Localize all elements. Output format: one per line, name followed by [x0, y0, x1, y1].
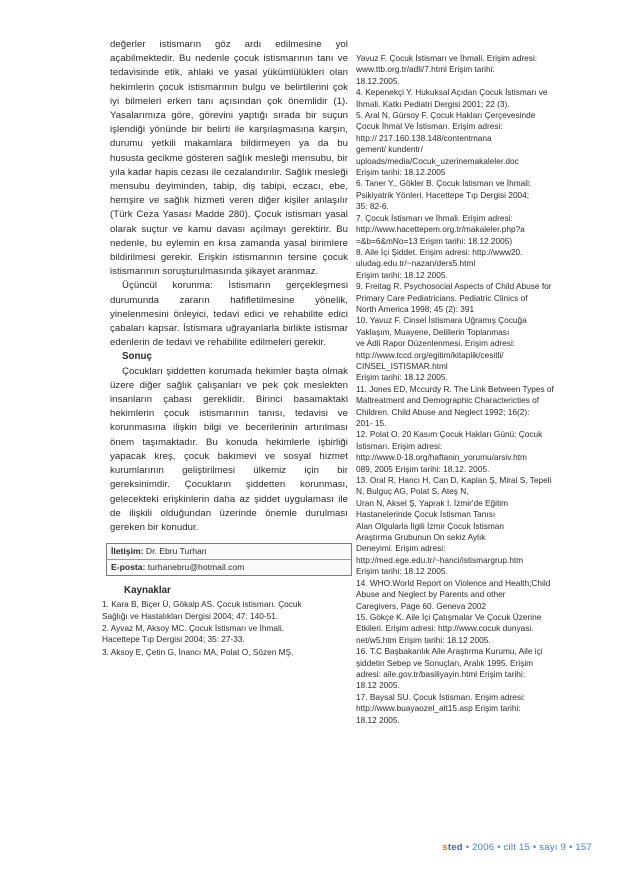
- reference-line: Maltreatment and Demographic Charactericties of: [356, 395, 540, 406]
- reference-line: net/w5.htm Erişim tarihi: 18.12 2005.: [356, 634, 491, 645]
- contact-name: Dr. Ebru Turhan: [145, 546, 207, 557]
- reference-line: Primary Care Pediatricians. Pediatric Clinics of: [356, 292, 528, 303]
- left-column: [102, 38, 348, 659]
- reference-item: [356, 213, 592, 247]
- email-address[interactable]: turhanebru@hotmail.com: [147, 562, 245, 573]
- reference-item: [356, 178, 592, 212]
- reference-line: şiddetin Sebep ve Sonuçları, Aralık 1995. Erişim: [356, 657, 534, 668]
- reference-line: Deneyimi. Erişim adresi:: [356, 543, 446, 554]
- reference-line: İstismarı. Erişim adresi:: [356, 440, 443, 451]
- reference-item: [356, 646, 592, 692]
- reference-line: Hacettepe Tıp Dergisi 2004; 35: 27-33.: [102, 634, 245, 645]
- reference-line: Psikiyatrik Yönleri. Hacettepe Tıp Dergisi 2004;: [356, 189, 530, 200]
- email-row: [107, 559, 351, 575]
- references-heading: Kaynaklar: [124, 585, 171, 597]
- reference-line: http://www.buayaozel_alt15.asp Erişim tarihi:: [356, 703, 521, 714]
- reference-line: N, Bulguç AG, Polat S, Ateş N,: [356, 486, 469, 497]
- issue-info: • 2006 • cilt 15 • sayı 9 • 157: [462, 842, 592, 853]
- conclusion-heading: Sonuç: [122, 351, 152, 363]
- reference-line: Yavuz F. Çocuk İstismarı ve İhmali. Erişim adresi:: [356, 53, 538, 63]
- reference-line: 2. Ayvaz M, Aksoy MC. Çocuk İstismarı ve İhmali.: [102, 622, 284, 633]
- reference-line: 4. Kepenekçi Y. Hukuksal Açıdan Çocuk İstismarı ve: [356, 87, 548, 98]
- reference-line: =&b=6&mNo=13 Erişim tarihi: 18.12.2005): [356, 235, 513, 246]
- reference-line: 12. Polat O. 20 Kasım Çocuk Hakları Günü: Çocuk: [356, 429, 543, 440]
- reference-line: İhmali. Katkı Pediatri Dergisi 2001; 22 (3).: [356, 98, 510, 109]
- conclusion-paragraph: Çocukları şiddetten korumada hekimler başta olmak üzere diğer sağlık çalışanları ve pek çok meslekten insanların çabası gereklidir. Birinci basamaktaki hekimlerin çocuk istismarının tanısı, tedavisi ve korunmasına ilişkin bilgi ve becerilerinin artırılması önem taşımaktadır. Bu konuda hekimlerle işbirliği yapacak kreş, çocuk bakımevi ve sosyal hizmet kurumlarının geliştirilmesi ülkemiz için bir gereksinimdir. Çocukların şiddetten korunması, gelecekteki erişkinlerin daha az şiddet uygulaması ile de ilişkili olduğundan üzerinde önemle durulması gereken bir konudur.: [110, 365, 348, 533]
- reference-item: [356, 281, 592, 315]
- right-column: [356, 53, 592, 726]
- reference-line: Abuse and Neglect by Parents and other: [356, 589, 506, 600]
- reference-item: [356, 247, 592, 281]
- reference-item: [356, 384, 592, 430]
- reference-line: 14. WHO.World Report on Violence and Health;Child: [356, 577, 551, 588]
- reference-line: http://www.hacettepem.org.tr/makaleler.php?a: [356, 224, 525, 235]
- reference-line: 13. Oral R, Hancı H, Can D, Kaplan Ş, Miral S, Tepeli: [356, 475, 552, 486]
- reference-line: http://www.0-18.org/haftanin_yorumu/arsiv.htm: [356, 452, 527, 463]
- reference-line: Hastanelerinde Çocuk İstisman Tanısı: [356, 509, 496, 520]
- reference-line: http:// 217.160.138.148/contentmana: [356, 132, 492, 143]
- reference-line: uploads/media/Cocuk_uzerinemakaleler.doc: [356, 155, 519, 166]
- reference-item: [356, 612, 592, 646]
- reference-line: 1. Kara B, Biçer Ü, Gökalp AS. Çocuk istismarı. Çocuk: [102, 599, 302, 610]
- reference-line: Erişim tarihi: 18.12 2005.: [356, 269, 448, 280]
- reference-item: [356, 315, 592, 338]
- reference-line: 17. Baysal SU. Çocuk İstismarı. Erişim adresi:: [356, 691, 526, 702]
- reference-line: 18.12 2005.: [356, 680, 400, 691]
- reference-line: 16. T.C Başbakanlık Aile Araştırma Kurumu, Aile içi: [356, 646, 543, 657]
- email-label: E-posta:: [111, 562, 146, 573]
- reference-line: http://med.ege.edu.tr/~hanci/istismargrup.htm: [356, 554, 524, 565]
- references-list-right: [356, 53, 592, 726]
- reference-line: CINSEL_ISTISMAR.html: [356, 360, 448, 371]
- reference-line: adresi: aile.gov.tr/basiliyayin.html Erişim tarihi:: [356, 668, 526, 679]
- reference-line: uludag.edu.tr/~nazan/ders5.html: [356, 258, 476, 269]
- body-paragraph: Üçüncül korunma: İstismarın gerçekleşmesi durumunda zararın hafifletilmesine yönelik, yinelenmesini önleyici, tedavi edici ve rehabilite edici çabaları kapsar. İstismara uğrayanlarla birlikte istismar edenlerin de tedavi ve rehabilite edilmeleri gerekir.: [110, 280, 348, 349]
- body-paragraph: değerler istismarın göz ardı edilmesine yol açabilmektedir. Bu nedenle çocuk istismarının tanı ve tedavisinde etik, ahlaki ve yasal yükümlülükleri olan hekimlerin çocuk istismarının bulgu ve belirtilerini çok iyi bilmeleri erken tanı açısından çok önemlidir (1). Yasalarımıza göre, görevini yaptığı sırada bir suçun işlendiği yönünde bir belirti ile karşılaşmasına karşın, durumu yetkili makamlara bildirmeyen ya da bu hususta gecikme gösteren sağlık mesleği mensubu, bir yıla kadar hapis cezası ile cezalandırılır. Sağlık mesleği mensubu deyiminden, tabip, diş tabipi, eczacı, ebe, hemşire ve sağlık hizmeti veren diğer kişiler anlaşılır (Türk Ceza Yasası Madde 280). Çocuk istismarı yasal olarak suçtur ve kamu davası açılmayı gerektirir. Bu nedenle, bu eylemin en kısa zamanda yasal birimlere bildirilmesi gerekir. Erişkin istismarının tersine çocuk istismarının soruşturulmasında şikayet aranmaz.: [110, 39, 348, 278]
- reference-item: [356, 53, 592, 87]
- references-list-left: [102, 599, 348, 658]
- reference-line: 18.12.2005.: [356, 75, 400, 86]
- journal-logo: sted: [442, 842, 463, 853]
- contact-box: [106, 543, 352, 576]
- reference-item: [356, 692, 592, 726]
- reference-item: [356, 87, 592, 110]
- reference-line: Children. Child Abuse and Neglect 1992; 16(2):: [356, 406, 530, 417]
- reference-line: Alan Olgularla İlgili İzmir Çocuk İstisman: [356, 520, 505, 531]
- reference-line: Çocuk İhmal Ve İstismarı. Erişim adresi:: [356, 121, 503, 132]
- reference-line: North America 1998; 45 (2): 391: [356, 303, 475, 314]
- reference-line: Araştırma Grubunun On sekiz Aylık: [356, 532, 486, 543]
- reference-line: 10. Yavuz F. Cinsel İstismara Uğramış Çocuğa: [356, 315, 527, 326]
- reference-line: 18.12 2005.: [356, 714, 400, 725]
- contact-label: İletişim:: [111, 546, 144, 557]
- reference-line: 9. Freitag R. Psychosocial Aspects of Child Abuse for: [356, 281, 552, 292]
- reference-line: Sağlığı ve Hastalıkları Dergisi 2004; 47: 140-51.: [102, 610, 279, 621]
- reference-line: 5. Aral N, Gürsoy F. Çocuk Hakları Çerçevesinde: [356, 110, 536, 121]
- reference-line: 6. Taner Y., Gökler B. Çocuk İstismarı ve İhmali:: [356, 178, 532, 189]
- reference-line: http://www.tccd.org/egitim/kitaplik/cesitli/: [356, 349, 504, 360]
- reference-line: Erişim tarihi: 18.12.2005: [356, 167, 446, 178]
- reference-line: Erişim tarihi: 18.12 2005.: [356, 372, 448, 383]
- reference-line: www.ttb.org.tr/adli/7.html Erişim tarihi:: [356, 64, 495, 75]
- reference-item: [102, 623, 348, 646]
- reference-item: [356, 475, 592, 578]
- reference-item: [356, 578, 592, 612]
- reference-item: [356, 429, 592, 475]
- reference-line: 11. Jones ED, Mccurdy R. The Link Between Types of: [356, 383, 554, 394]
- reference-line: 35: 82-6.: [356, 201, 389, 212]
- reference-line: Yaklaşım, Muayene, Delillerin Toplanması: [356, 326, 510, 337]
- reference-item: [102, 599, 348, 622]
- reference-line: 15. Gökçe K. Aile İçi Çatışmalar Ve Çocuk Üzerine: [356, 611, 542, 622]
- reference-line: Etkileri. Erişim adresi: http://www.cocuk dunyasi.: [356, 623, 534, 634]
- reference-line: 201- 15.: [356, 418, 387, 428]
- reference-line: Uran N, Aksel Ş, Yaprak I. İzmir'de Eğitim: [356, 497, 509, 508]
- reference-line: 3. Aksoy E, Çetin G, İnancı MA, Polat O, Sözen MŞ,: [102, 646, 294, 657]
- reference-line: Erişim tarihi: 18.12 2005.: [356, 566, 448, 577]
- page-footer: [442, 842, 592, 853]
- reference-line: 089, 2005 Erişim tarihi: 18.12. 2005.: [356, 463, 490, 474]
- contact-row: [107, 544, 351, 559]
- reference-line: 7. Çocuk İstismarı ve İhmali. Erişim adresi:: [356, 212, 513, 223]
- reference-item: [356, 110, 592, 178]
- reference-line: gement/ kundentr/: [356, 144, 423, 155]
- reference-line: Caregivers, Page 60. Geneva 2002: [356, 600, 487, 611]
- reference-line: 8. Aile İçi Şiddet. Erişim adresi: http://www20.: [356, 246, 523, 257]
- reference-line: ve Adli Rapor Düzenlenmesi. Erişim adresi:: [356, 338, 516, 349]
- reference-item: [102, 647, 348, 658]
- reference-item: [356, 338, 592, 384]
